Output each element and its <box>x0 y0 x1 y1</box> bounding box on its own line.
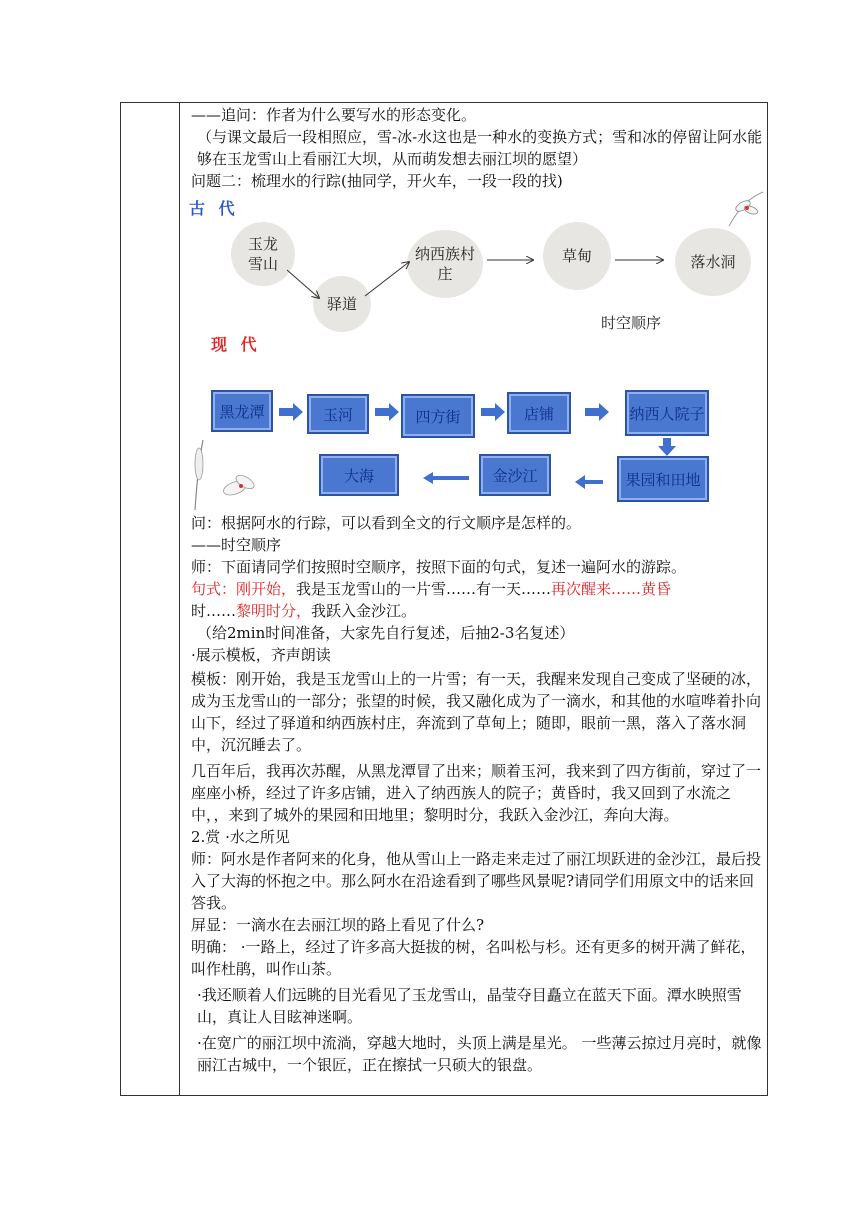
node-naxi-village: 纳西族村庄 <box>407 230 483 298</box>
node-black-dragon-pool: 黑龙潭 <box>211 390 273 432</box>
later-paragraph: 几百年后，我再次苏醒，从黑龙潭冒了出来；顺着玉河，我来到了四方街前，穿过了一座座小桥，经过了许多店铺，进入了纳西族人的院子；黄昏时，我又回到了水流之中，，来到了城外的果园和田地里；黎明时分，我跃入金沙江，奔向大海。 <box>191 762 762 824</box>
clarify-1: 明确： ·一路上，经过了许多高大挺拔的树，名叫松与杉。还有更多的树开满了鲜花，叫作杜鹃，叫作山茶。 <box>191 938 756 978</box>
lesson-content <box>191 104 767 1076</box>
clarify-3: ·在宽广的丽江坝中流淌，穿越大地时，头顶上满是星光。 一些薄云掠过月亮时，就像丽江古城中，一个银匠，正在擦拭一只硕大的银盘。 <box>197 1034 762 1074</box>
node-yulong-snow-mountain: 玉龙雪山 <box>231 222 295 286</box>
followup-question: ——追问：作者为什么要写水的形态变化。 <box>191 106 477 124</box>
modern-label: 现 代 <box>211 335 261 354</box>
node-meadow: 草甸 <box>543 222 611 290</box>
teacher-instruction: 师：下面请同学们按照时空顺序，按照下面的句式，复述一遍阿水的游踪。 <box>191 558 687 576</box>
node-post-road: 驿道 <box>313 276 371 332</box>
template-paragraph: 模板：刚开始，我是玉龙雪山上的一片雪；有一天，我醒来发现自己变成了坚硬的冰，成为玉龙雪山的一部分；张望的时候，我又融化成为了一滴水，和其他的水喧哗着扑向山下，经过了驿道和纳西族村庄，奔流到了草甸上；随即，眼前一黑，落入了落水洞中，沉沉睡去了。 <box>191 670 762 754</box>
answer-order: ——时空顺序 <box>191 536 282 554</box>
table-column-divider <box>179 102 180 1096</box>
node-sinkhole: 落水洞 <box>675 228 751 296</box>
modern-arrows <box>191 194 767 512</box>
show-template: ·展示模板，齐声朗读 <box>191 646 331 664</box>
sentence-pattern: 句式：刚开始，我是玉龙雪山的一片雪……有一天……再次醒来……黄昏 时……黎明时分，我跃入金沙江。 <box>191 580 672 620</box>
ancient-label: 古 代 <box>189 199 239 218</box>
clarify-2: ·我还顺着人们远眺的目光看见了玉龙雪山，晶莹夺目矗立在蓝天下面。潭水映照雪山，真让人目眩神迷啊。 <box>197 986 742 1026</box>
node-yu-river: 玉河 <box>307 394 369 434</box>
section-two-heading: 2.赏 ·水之所见 <box>191 828 290 846</box>
node-orchard-fields: 果园和田地 <box>617 456 709 502</box>
order-label: 时空顺序 <box>601 314 662 332</box>
teacher-question: 师：阿水是作者阿来的化身，他从雪山上一路走来走过了丽江坝跃进的金沙江，最后投入了大海的怀抱之中。那么阿水在沿途看到了哪些风景呢?请同学们用原文中的话来回答我。 <box>191 850 762 912</box>
lotus-icon <box>189 430 269 510</box>
route-diagram <box>191 194 767 512</box>
node-jinsha-river: 金沙江 <box>479 454 551 496</box>
question-two: 问题二：梳理水的行踪(抽同学，开火车，一段一段的找) <box>191 172 563 190</box>
prep-note: （给2min时间准备，大家先自行复述，后抽2-3名复述） <box>197 624 575 642</box>
node-sea: 大海 <box>319 454 399 496</box>
followup-answer: （与课文最后一段相照应，雪-冰-水这也是一种水的变换方式；雪和冰的停留让阿水能够在玉龙雪山上看丽江大坝，从而萌发想去丽江坝的愿望） <box>197 128 763 168</box>
node-naxi-courtyard: 纳西人院子 <box>625 390 709 436</box>
node-sifang-street: 四方街 <box>401 394 475 438</box>
node-shops: 店铺 <box>507 392 571 434</box>
question-order: 问：根据阿水的行踪，可以看到全文的行文顺序是怎样的。 <box>191 514 582 532</box>
screen-display: 屏显：一滴水在去丽江坝的路上看见了什么? <box>191 916 485 934</box>
